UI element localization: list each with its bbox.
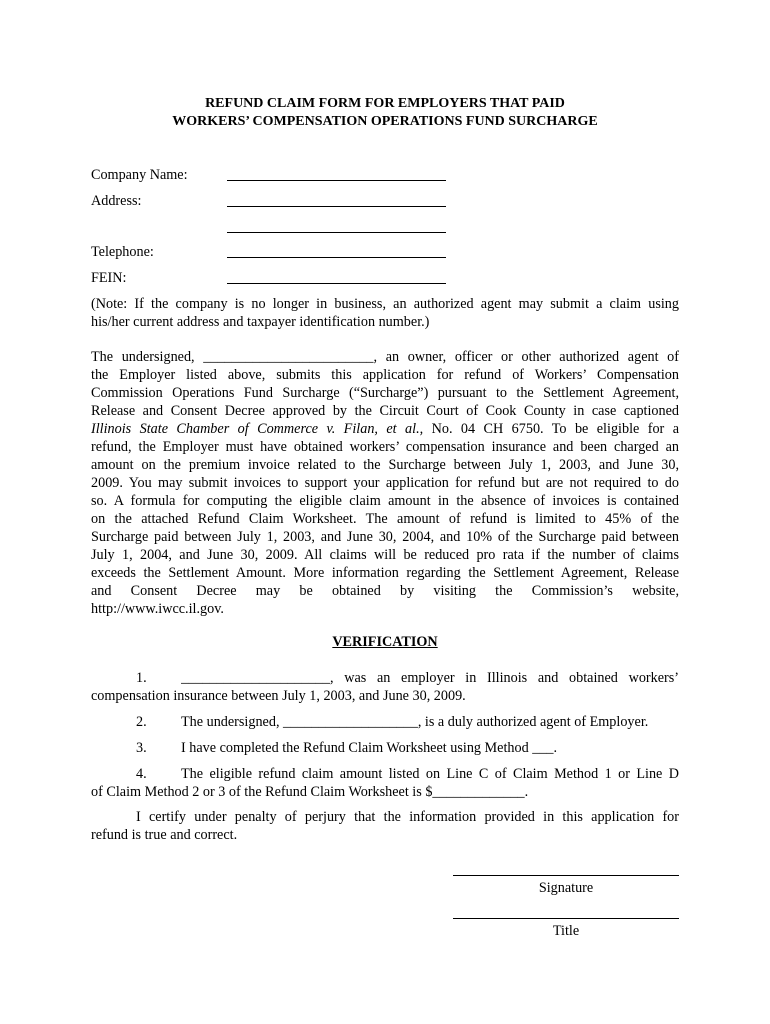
body-line6: refund, the Employer must have obtained workers’ compensation insurance and been charged an <box>91 439 679 455</box>
body-line15-website: http://www.iwcc.il.gov. <box>91 601 224 617</box>
item3-number: 3. <box>136 740 147 756</box>
case-caption: Illinois State Chamber of Commerce v. Filan, et al., <box>91 421 424 437</box>
body-line11: Surcharge paid between July 1, 2003, and June 30, 2004, and 10% of the Surcharge paid between <box>91 529 679 545</box>
address-line1-field[interactable] <box>227 188 446 207</box>
signature-label: Signature <box>538 880 594 896</box>
telephone-field[interactable] <box>227 239 446 258</box>
body-line9: so. A formula for computing the eligible claim amount in the absence of invoices is contained <box>91 493 679 509</box>
body-line3: Commission Operations Fund Surcharge (“Surcharge”) pursuant to the Settlement Agreement, <box>91 385 679 401</box>
item2-text: The undersigned, ___________________, is a duly authorized agent of Employer. <box>181 714 649 730</box>
note-line2: his/her current address and taxpayer identification number.) <box>91 314 430 330</box>
note-line1: (Note: If the company is no longer in business, an authorized agent may submit a claim using <box>91 296 679 312</box>
undersigned-blank: ________________________ <box>203 349 374 365</box>
body-line5-post: No. 04 CH 6750. To be eligible for a <box>423 421 679 437</box>
body-line4: Release and Consent Decree approved by the Circuit Court of Cook County in case captioned <box>91 403 679 419</box>
item4-line1: The eligible refund claim amount listed on Line C of Claim Method 1 or Line D <box>181 766 679 782</box>
verification-heading: VERIFICATION <box>332 634 438 650</box>
signature-line[interactable] <box>453 875 679 876</box>
form-title-line2: WORKERS’ COMPENSATION OPERATIONS FUND SURCHARGE <box>172 114 598 129</box>
company-name-field[interactable] <box>227 162 446 181</box>
title-line[interactable] <box>453 918 679 919</box>
address-label: Address: <box>91 193 142 209</box>
item1-number: 1. <box>136 670 147 686</box>
item3-text: I have completed the Refund Claim Worksheet using Method ___. <box>181 740 558 756</box>
body-line1 <box>91 348 679 366</box>
item4-line2: of Claim Method 2 or 3 of the Refund Claim Worksheet is $_____________. <box>91 784 529 800</box>
fein-field[interactable] <box>227 265 446 284</box>
body-line12: July 1, 2004, and June 30, 2009. All claims will be reduced pro rata if the number of claims <box>91 547 679 563</box>
body-line1-post: , an owner, officer or other authorized agent of <box>373 349 679 365</box>
body-line13: exceeds the Settlement Amount. More information regarding the Settlement Agreement, Release <box>91 565 679 581</box>
body-line1-pre: The undersigned, <box>91 349 204 365</box>
item2-number: 2. <box>136 714 147 730</box>
body-line7: amount on the premium invoice related to the Surcharge between July 1, 2003, and June 30, <box>91 457 679 473</box>
item1-line1: _____________________, was an employer in Illinois and obtained workers’ <box>181 670 679 686</box>
certify-line1: I certify under penalty of perjury that the information provided in this application for <box>136 809 679 825</box>
item1-line2: compensation insurance between July 1, 2003, and June 30, 2009. <box>91 688 466 704</box>
body-line5 <box>91 420 679 438</box>
title-label: Title <box>552 923 580 939</box>
address-line2-field[interactable] <box>227 214 446 233</box>
body-line8: 2009. You may submit invoices to support your application for refund but are not required to do <box>91 475 679 491</box>
company-name-label: Company Name: <box>91 167 188 183</box>
fein-label: FEIN: <box>91 270 127 286</box>
body-line14: and Consent Decree may be obtained by visiting the Commission’s website, <box>91 583 679 599</box>
form-title-line1: REFUND CLAIM FORM FOR EMPLOYERS THAT PAID <box>205 96 565 111</box>
body-line2: the Employer listed above, submits this application for refund of Workers’ Compensation <box>91 367 679 383</box>
body-line10: on the attached Refund Claim Worksheet. The amount of refund is limited to 45% of the <box>91 511 679 527</box>
telephone-label: Telephone: <box>91 244 154 260</box>
item4-number: 4. <box>136 766 147 782</box>
certify-line2: refund is true and correct. <box>91 827 238 843</box>
